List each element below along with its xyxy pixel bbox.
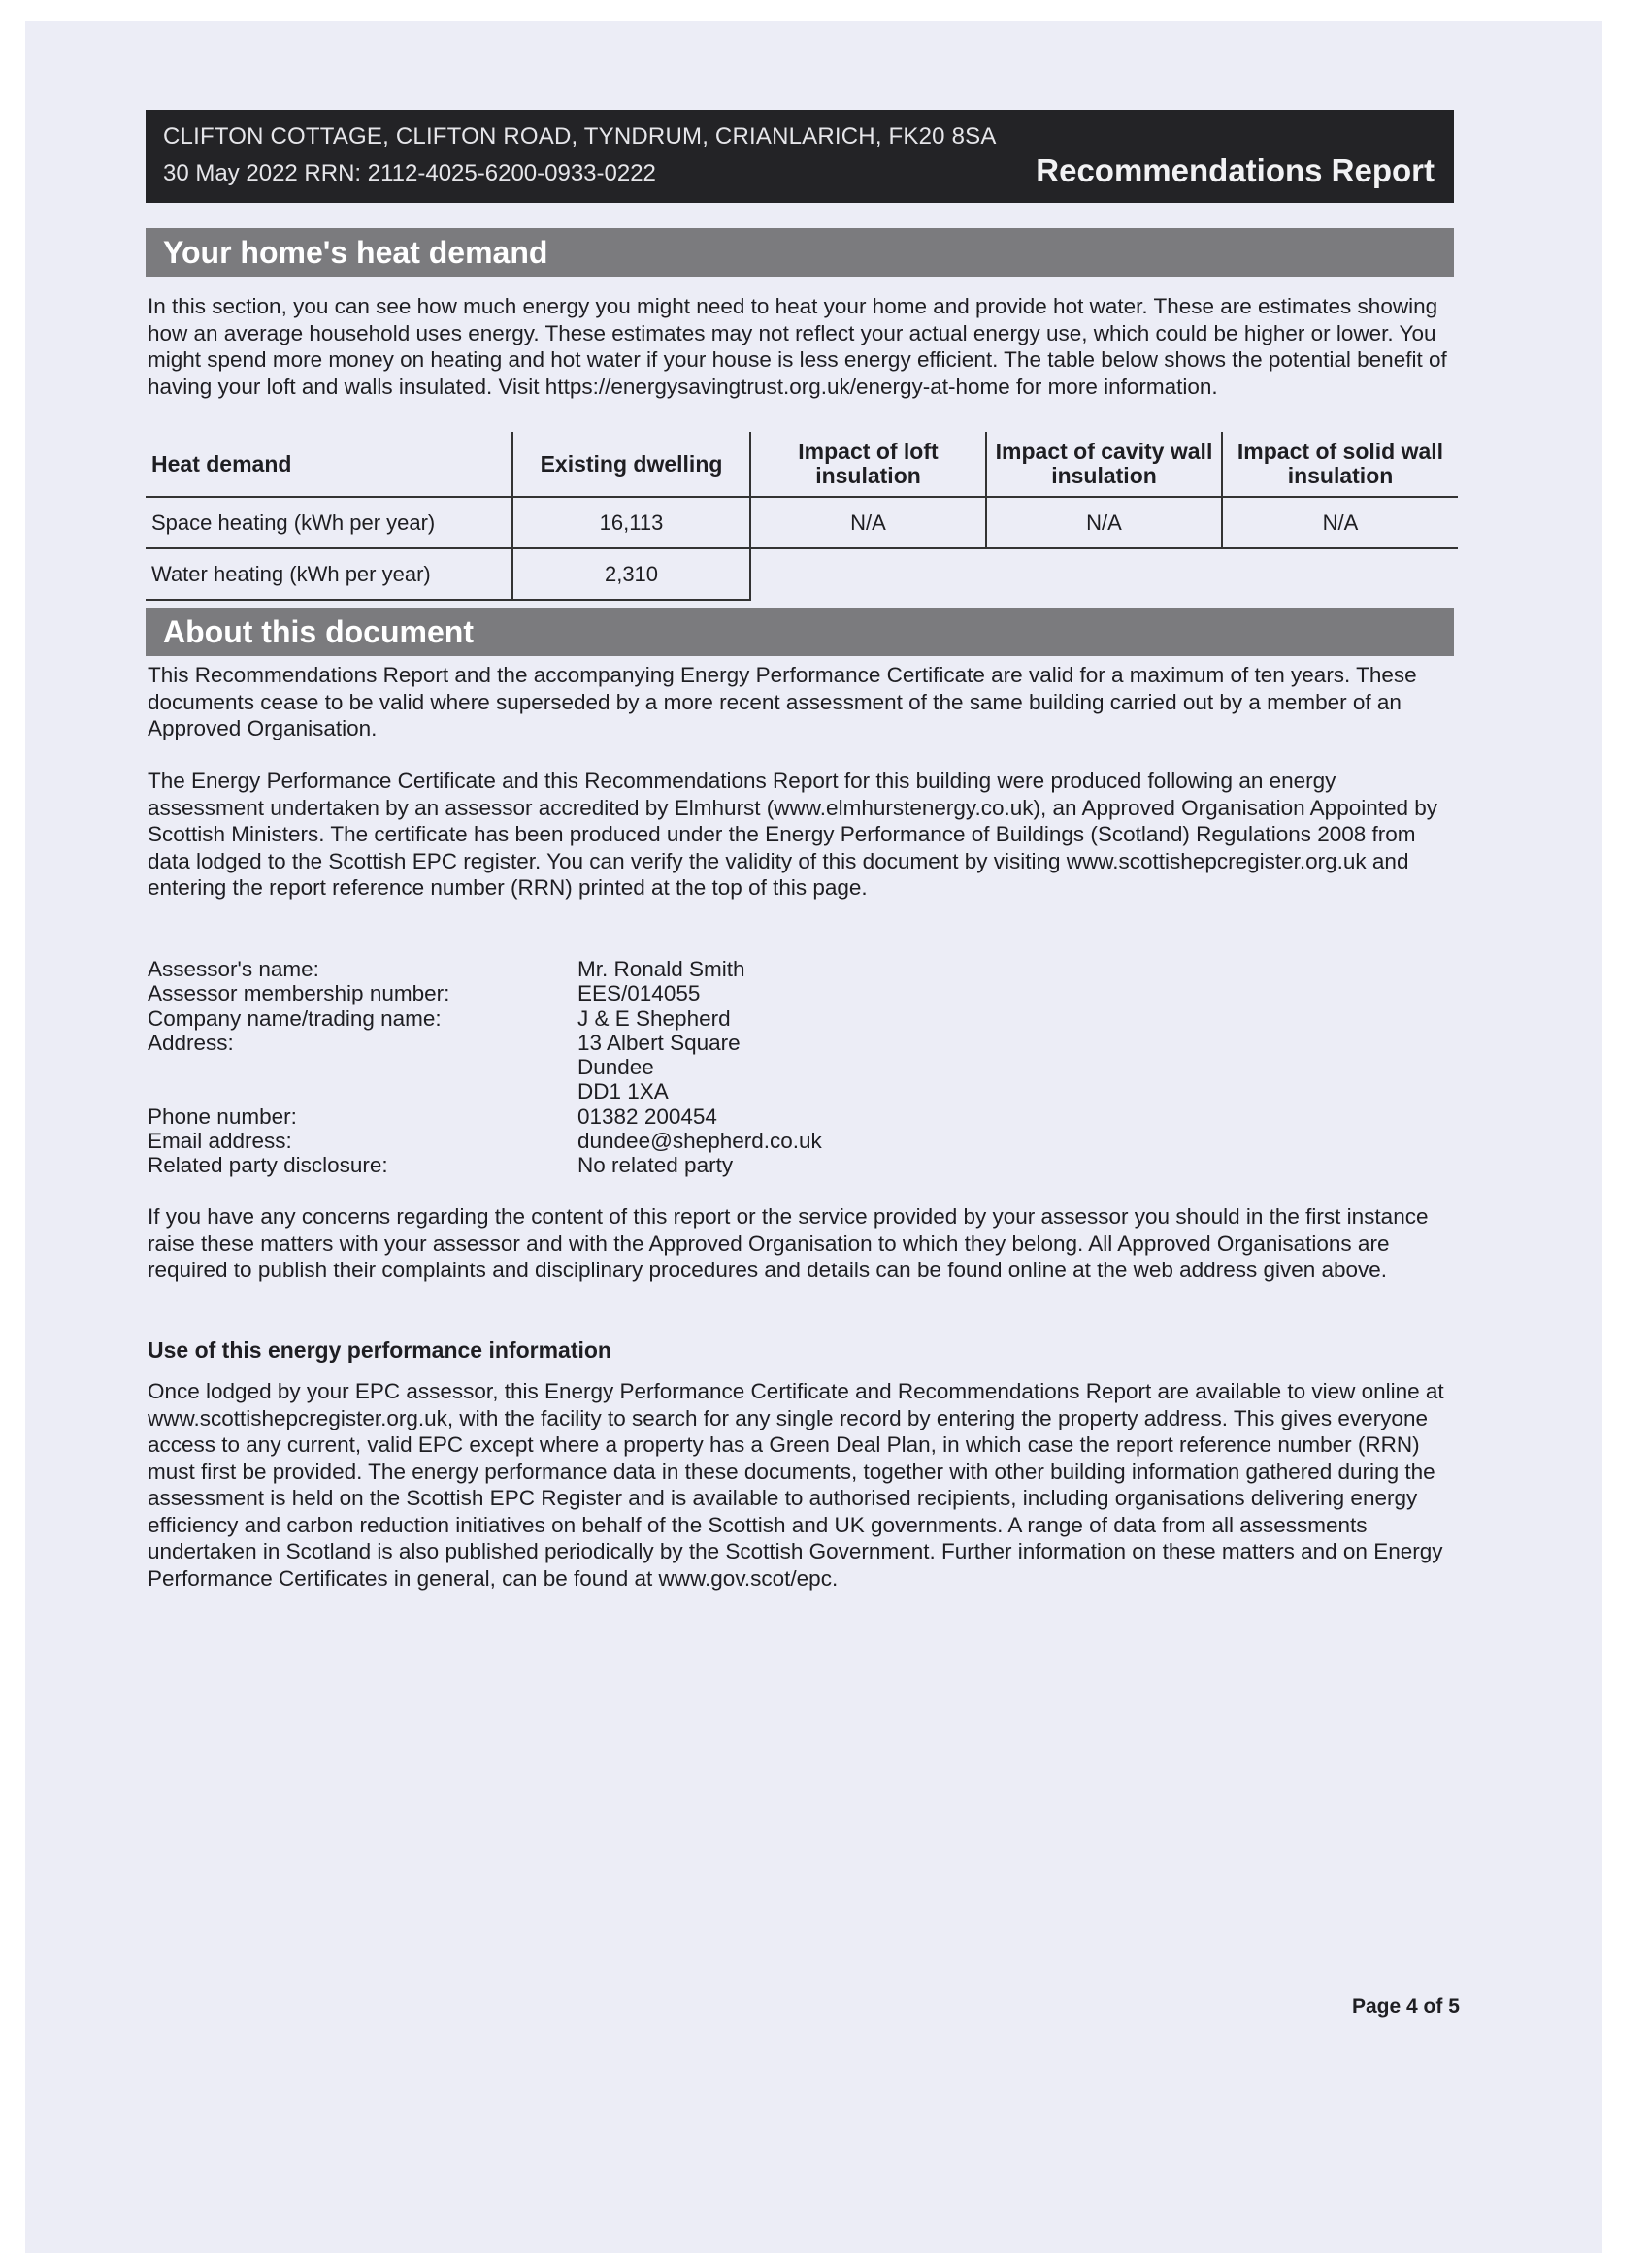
report-title: Recommendations Report: [1036, 152, 1435, 188]
about-para-2: The Energy Performance Certificate and this Recommendations Report for this building were produced following an energy assessment undertaken by an assessor accredited by Elmhurst (www.elmhurstenergy.co.uk), an Approved Organisation Appointed by Scottish Ministers. The certificate has been produced under the Energy Performance of Buildings (Scotland) Regulations 2008 from data lodged to the Scottish EPC register. You can verify the validity of this document by visiting www.scottishepcregister.org.uk and entering the report reference number (RRN) printed at the top of this page.: [148, 769, 1438, 900]
row-label: Water heating (kWh per year): [146, 548, 512, 600]
about-heading: About this document: [146, 608, 1454, 656]
about-para-1: This Recommendations Report and the accompanying Energy Performance Certificate are valid for a maximum of ten years. These documents cease to be valid where superseded by a more recent assessment of the same building carried out by a member of an Approved Organisation.: [148, 663, 1417, 740]
col-existing-dwelling: Existing dwelling: [512, 432, 750, 497]
use-info-para: Once lodged by your EPC assessor, this Energy Performance Certificate and Recommendations Report are available to view online at www.scottishepcregister.org.uk, with the facility to search for any single record by entering the property address. This gives everyone access to any current, valid EPC except where a property has a Green Deal Plan, in which case the report reference number (RRN) must first be provided. The energy performance data in these documents, together with other building information gathered during the assessment is held on the Scottish EPC Register and is available to authorised recipients, including organisations delivering energy efficiency and carbon reduction initiatives on behalf of the Scottish and UK governments. A range of data from all assessments undertaken in Scotland is also published periodically by the Scottish Government. Further information on these matters and on Energy Performance Certificates in general, can be found at www.gov.scot/epc.: [148, 1379, 1444, 1591]
empty-cell: [750, 548, 1458, 600]
company-label: Company name/trading name:: [148, 1005, 442, 1031]
table-row: [146, 497, 1458, 548]
table-header-row: [146, 432, 1458, 497]
cell-existing: 2,310: [512, 548, 750, 600]
company-name: J & E Shepherd: [578, 1005, 731, 1031]
phone-label: Phone number:: [148, 1103, 297, 1129]
page-number: Page 4 of 5: [1352, 1995, 1460, 2018]
heat-demand-heading: Your home's heat demand: [146, 228, 1454, 277]
col-solid-wall: Impact of solid wall insulation: [1222, 432, 1458, 497]
disclosure-value: No related party: [578, 1153, 734, 1178]
use-info-heading: Use of this energy performance information: [148, 1337, 611, 1363]
assessor-name: Mr. Ronald Smith: [578, 957, 745, 981]
heat-demand-intro: In this section, you can see how much energy you might need to heat your home and provide hot water. These are estimates showing how an average household uses energy. These estimates may not reflect your actual energy use, which could be higher or lower. You might spend more money on heating and hot water if your house is less energy efficient. The table below shows the potential benefit of having your loft and walls insulated. Visit https://energysavingtrust.org.uk/energy-at-home for more information.: [148, 294, 1447, 399]
cell-loft: N/A: [750, 497, 986, 548]
heat-demand-table: [146, 432, 1458, 601]
col-cavity-wall: Impact of cavity wall insulation: [986, 432, 1222, 497]
assessor-name-label: Assessor's name:: [148, 957, 319, 981]
email-label: Email address:: [148, 1129, 292, 1154]
row-label: Space heating (kWh per year): [146, 497, 512, 548]
address-line: 13 Albert Square: [578, 1030, 741, 1055]
assessor-details: [148, 957, 822, 1178]
address-line: Dundee: [578, 1055, 654, 1080]
email-address: dundee@shepherd.co.uk: [578, 1129, 822, 1154]
phone-number: 01382 200454: [578, 1103, 717, 1129]
membership-number: EES/014055: [578, 981, 701, 1006]
address-line: DD1 1XA: [578, 1079, 669, 1104]
table-row: [146, 548, 1458, 600]
col-loft-insulation: Impact of loft insulation: [750, 432, 986, 497]
cell-solid: N/A: [1222, 497, 1458, 548]
property-address: CLIFTON COTTAGE, CLIFTON ROAD, TYNDRUM, CRIANLARICH, FK20 8SA: [163, 123, 997, 149]
col-heat-demand: Heat demand: [146, 432, 512, 497]
address-label: Address:: [148, 1030, 234, 1055]
membership-label: Assessor membership number:: [148, 981, 450, 1006]
about-para-3: If you have any concerns regarding the content of this report or the service provided by your assessor you should in the first instance raise these matters with your assessor and with the Approved Organisation to which they belong. All Approved Organisations are required to publish their complaints and disciplinary procedures and details can be found online at the web address given above.: [148, 1204, 1429, 1282]
disclosure-label: Related party disclosure:: [148, 1153, 388, 1178]
report-header: [146, 110, 1454, 203]
cell-cavity: N/A: [986, 497, 1222, 548]
cell-existing: 16,113: [512, 497, 750, 548]
date-rrn: 30 May 2022 RRN: 2112-4025-6200-0933-0222: [163, 160, 656, 186]
